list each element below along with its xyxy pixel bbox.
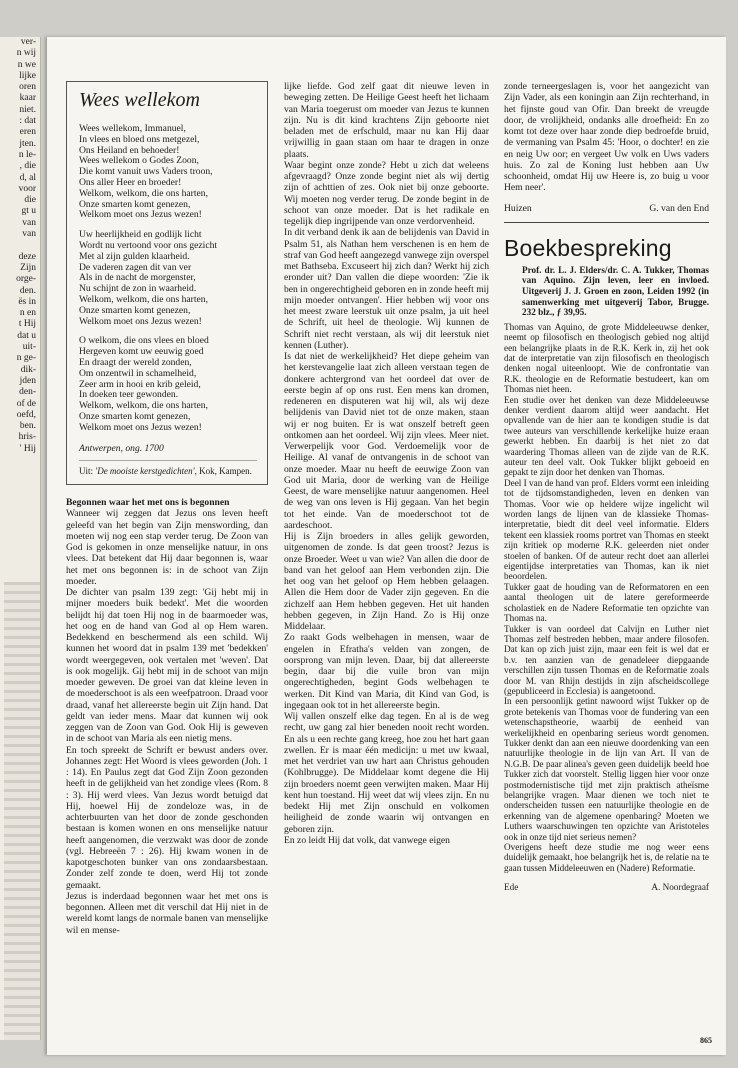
article-paragraph: Waar begint onze zonde? Hebt u zich dat weleens afgevraagd? Onze zonde begint niet als wij dertig zijn of achttien of zes. Ook niet bij onze geboorte. Wij moeten nog verder terug. De zonde begint in de schoot van onze moeder. Dat is het radikale en tegelijk diep ingrijpende van onze verdorvenheid. xyxy=(284,159,489,227)
review-paragraph: Een studie over het denken van deze Middeleeuwse denker verdient daarom altijd weer aandacht. Het opvallende van de hier aan te kondigen studie is dat twee auteurs van verschillende kerkelijke huize eraan gewerkt hebben. En daarbij is het niet zo dat waardering Thomas alleen van de zijde van de R.K. auteur ten deel valt. Ook Tukker blijkt geboeid en gepakt te zijn door het denken van Thomas. xyxy=(504,394,709,478)
article-paragraph: Jezus is inderdaad begonnen waar het met ons is begonnen. Alleen met dit verschil dat Hij niet in de wereld komt langs de normale banen van menselijke wil en mense- xyxy=(66,890,268,936)
article-paragraph: De dichter van psalm 139 zegt: 'Gij hebt mij in mijner moeders buik bedekt'. Met die woorden belijdt hij dat toen Hij nog in de baarmoeder was, het oog en de hand van God al op Hem waren. Bedekkend en beschermend als een schild. Wij kunnen het woord dat in psalm 139 met 'bedekken' wordt weergegeven, ook vertalen met 'weven'. Dat is ook mogelijk. Gij hebt mij in de schoot van mijn moeder geweven. De groei van dat kleine leven in de moederschoot is als een weefpatroon. Draad voor draad, vanaf het allereerste begin uit Zijn hand. Dat geldt van ieder mens. Maar dat kunnen wij ook zeggen van de Zoon van God. Ook Hij is geweven in de schoot van Maria als een nietig mens. xyxy=(66,587,268,745)
previous-page-fragment: ver- xyxy=(20,37,36,47)
column-2 xyxy=(284,81,489,846)
poem-line: Welkom moet ons Jezus wezen! xyxy=(79,421,202,433)
previous-page-fragment: ben. xyxy=(19,421,36,432)
poem-line: De vaderen zagen dit van ver xyxy=(79,261,192,273)
previous-page-fragment: ' Hij xyxy=(19,443,36,454)
previous-page-fragment: hris- xyxy=(18,432,36,443)
poem-line: Welkom, welkom, die ons harten, xyxy=(79,400,208,412)
previous-page-fragment: d, al xyxy=(19,172,36,183)
article-paragraph: lijke liefde. God zelf gaat dit nieuwe leven in beweging zetten. De Heilige Geest heeft het lichaam van Maria toegerust om moeder van Jezus te kunnen zijn. Nu is dit kind krachtens Zijn geboorte niet beladen met de erfschuld, maar nu kan Hij daar vrijwillig in gaan staan om haar te dragen in onze plaats. xyxy=(284,81,489,160)
poem-line: Uw heerlijkheid en godlijk licht xyxy=(79,229,202,241)
poem-line: Ons aller Heer en broeder! xyxy=(79,176,182,188)
article-paragraph: En zo leidt Hij dat volk, dat vanwege eigen xyxy=(284,834,450,846)
previous-page-fragment: n wij xyxy=(16,48,36,59)
previous-page-edge xyxy=(0,37,41,1040)
poem-line: Met al zijn gulden klaarheid. xyxy=(79,250,190,262)
article-column-1-text xyxy=(66,508,268,936)
previous-page-fragment: n ge- xyxy=(16,353,36,364)
review-paragraph: Deel I van de hand van prof. Elders vormt een inleiding tot de tijdsomstandigheden, leven en denken van Thomas. Voor wie op heldere wijze ingelicht wil worden langs de lijnen van de klassieke Thomas-interpretatie, biedt dit deel veel informatie. Elders tekent een klassiek rooms portret van Thomas en steekt zijn kritiek op moderne R.K. geleerden niet onder stoelen of banken. Of de auteur recht doet aan allerlei eigentijdse interpretaties van Thomas, kan ik niet beoordelen. xyxy=(504,477,709,582)
previous-page-image-strip xyxy=(4,582,40,1040)
review-heading: Boekbespreking xyxy=(504,234,672,261)
review-paragraph: Thomas van Aquino, de grote Middeleeuwse denker, neemt op filosofisch en theologisch gebied nog altijd een belangrijke plaats in de R.K. Kerk in, zij het ook dat de interpretatie van zijn filosofisch en theologisch denken nogal uiteenloopt. Wie de confrontatie van R.K. theologie en de Reformatie bestudeert, kan om Thomas niet heen. xyxy=(504,321,709,395)
poem-line: Als in de nacht de morgenster, xyxy=(79,272,196,284)
article-paragraph: Wij vallen onszelf elke dag tegen. En al is de weg recht, uw gang zal hier beneden nooit recht worden. En als u een rechte gang kreeg, hoe zou het hart gaan zwellen. Er is maar één medicijn: u met uw kwaal, met het verdriet van uw hart aan Christus gehouden (Kohlbrugge). De Middelaar komt degene die Hij zijn broeders noemt geen verwijten maken. Maar Hij kent hun toestand. Hij weet dat wij vlees zijn. En nu bedekt Hij met Zijn onschuld en volkomen heiligheid de zonde waarin wij ontvangen en geboren zijn. xyxy=(284,711,489,835)
previous-page-fragment: lijke xyxy=(19,70,36,81)
poem-source-title: 'De mooiste kerstgedichten' xyxy=(95,465,195,476)
review-signature-name: A. Noordegraaf xyxy=(651,882,709,893)
poem-line: Welkom, welkom, die ons harten, xyxy=(79,293,208,305)
previous-page-fragment: oefd, xyxy=(16,409,36,420)
previous-page-fragment: den. xyxy=(19,285,36,296)
poem-line: Wordt nu vertoond voor ons gezicht xyxy=(79,239,218,251)
poem-line: Wees wellekom o Godes Zoon, xyxy=(79,155,199,167)
poem-line: En draagt der wereld zonden, xyxy=(79,356,192,368)
page-number: 865 xyxy=(700,1036,712,1045)
poem-line: O welkom, die ons vlees en bloed xyxy=(79,335,209,347)
article-paragraph: En toch spreekt de Schrift er bewust anders over. Johannes zegt: Het Woord is vlees geworden (Joh. 1 : 14). En Paulus zegt dat God Zijn Zoon gezonden heeft in de gelijkheid van het zondige vlees (Rom. 8 : 3). Hij werd vlees. Van Jezus wordt betuigd dat Hij, hoewel Hij de zondeloze was, in de achterbuurten van het door de zonde geschonden bestaan is komen wonen en ons menselijke natuur heeft aangenomen, die verzwakt was door de zonde (vgl. Hebreeën 7 : 26). Hij kwam wonen in de kapotgeschoten bunker van ons zondaarsbestaan. Zonder zelf zonde te doen, werd Hij tot zonde gemaakt. xyxy=(66,744,268,891)
poem-stanza xyxy=(79,336,257,433)
previous-page-fragment: jden xyxy=(19,375,36,386)
article-signature-place: Huizen xyxy=(504,202,532,214)
review-book-info: Prof. dr. L. J. Elders/dr. C. A. Tukker, Thomas van Aquino. Zijn leven, leer en invloed. Uitgeverij J. J. Groen en zoon, Leiden 1992 (in samenwerking met uitgeverij Tabor, Brugge. 232 blz., ƒ 39,95. xyxy=(522,264,709,318)
article-paragraph: In dit verband denk ik aan de belijdenis van David in Psalm 51, als Nathan hem verschenen is en hem de straf van God heeft aangezegd vanwege zijn overspel met Bathseba. Excuseert hij zich dan? Werkt hij zich eronder uit? Dan vallen die diepe woorden: 'Zie ik ben in ongerechtigheid geboren en in zonde heeft mij mijn moeder ontvangen'. Hier hebben wij voor ons het meest zware leerstuk uit onze psalm, ja uit heel de Schrift, uit heel de theologie. Wij kunnen de Schrift niet recht verstaan, als wij dit leerstuk niet kennen (Luther). xyxy=(284,227,489,351)
poem-line: Welkom, welkom, die ons harten, xyxy=(79,187,208,199)
previous-page-fragment: dat u xyxy=(17,330,36,341)
review-paragraph: Tukker is van oordeel dat Calvijn en Luther niet Thomas zelf bestreden hebben, maar andere filosofen. Dat kan op zich juist zijn, maar een feit is wel dat er b.v. ten aanzien van de genadeleer diepgaande verschillen zijn tussen Thomas en de Reformatie zoals door M. van Rhijn destijds in zijn afscheidscollege (gepubliceerd in Ecclesia) is aangetoond. xyxy=(504,623,709,696)
previous-page-fragment: , die xyxy=(19,161,36,172)
previous-page-fragment: deze xyxy=(18,251,36,262)
review-paragraph: Overigens heeft deze studie me nog weer eens duidelijk gemaakt, hoe belangrijk het is, de relatie na te gaan tussen Middeleeuwen en (Nadere) Reformatie. xyxy=(504,842,709,873)
column-3 xyxy=(504,81,709,893)
poem-source: Uit: 'De mooiste kerstgedichten', Kok, Kampen. xyxy=(79,460,257,477)
previous-page-fragment: die xyxy=(24,195,36,206)
previous-page-fragment: van xyxy=(22,229,36,240)
review-signature-place: Ede xyxy=(504,882,519,893)
article-paragraph: Zo raakt Gods welbehagen in mensen, waar de engelen in Efratha's velden van zongen, de oorsprong van mijn leven. Daar, bij dat allereerste begin, daar bij die vuile bron van mijn ongerechtigheden, begint Gods welbehagen te werken. Dit Kind van Maria, dit Kind van God, is ingegaan ook tot in het allereerste begin. xyxy=(284,632,489,711)
previous-page-fragment: van xyxy=(22,217,36,228)
poem-line: Welkom moet ons Jezus wezen! xyxy=(79,315,202,327)
article-column-3-text xyxy=(504,81,709,194)
poem-line: In vlees en bloed ons metgezel, xyxy=(79,133,200,145)
previous-page-fragment: : dat xyxy=(19,116,36,127)
previous-page-fragment: gt u xyxy=(21,206,36,217)
magazine-page xyxy=(47,37,726,1055)
previous-page-fragment: n en xyxy=(19,308,36,319)
previous-page-fragment: oren xyxy=(19,82,36,93)
poem-line: Onze smarten komt genezen, xyxy=(79,410,191,422)
poem-line: Ons Heiland en behoeder! xyxy=(79,144,180,156)
review-paragraph: In een persoonlijk getint nawoord wijst Tukker op de grote betekenis van Thomas voor de fundering van een wetenschapstheorie, waarbij de eenheid van werkelijkheid en openbaring serieus wordt genomen. Tukker denkt dan aan een nieuwe doordenking van een natuurlijke theologie in de lijn van Art. II van de N.G.B. De paar alinea's geven geen duidelijk beeld hoe Tukker zich dat voorstelt. Stellig liggen hier voor onze postmodernistische tijd met zijn praktisch atheïsme belangrijke vragen. Maar dienen we toch niet te onderscheiden tussen een natuurlijke theologie en de erkenning van de algemene openbaring? Moeten we Luthers waarschuwingen ten opzichte van Aristoteles ook in onze tijd niet serieus nemen? xyxy=(504,696,709,842)
article-paragraph: Is dat niet de werkelijkheid? Het diepe geheim van het kerstevangelie laat zich alleen verstaan tegen de donkere achtergrond van het oordeel dat over de eerste begin af op ons rust. Een mens kan dromen, redeneren en disputeren wat hij wil, als wij deze belijdenis van David niet tot de onze maken, staan wij er nog buiten. Er is wat onszelf betreft geen ontkomen aan het oordeel. Wij zijn vlees. Meer niet. Verwerpelijk voor God. Verdoemelijk voor de Heilige. Al vanaf de ontvangenis in de schoot van onze moeder. Maar nu heeft de eeuwige Zoon van God uit Maria, door de werking van de Heilige Geest, de ware menselijke natuur aangenomen. Heel de weg van ons leven is Hij gegaan. Van het begin tot het einde. Van de moederschoot tot de aardeschoot. xyxy=(284,351,489,531)
previous-page-fragment: jten. xyxy=(19,138,36,149)
poem-line: Hergeven komt uw eeuwig goed xyxy=(79,346,204,358)
review-paragraph: Tukker gaat de houding van de Reformatoren en een aantal theologen uit de latere gereformeerde scholastiek en de Nadere Reformatie ten opzichte van Thomas na. xyxy=(504,581,709,624)
poem-line: Zeer arm in hooi en krib geleid, xyxy=(79,378,201,390)
poem-place: Antwerpen, ong. 1700 xyxy=(79,442,164,454)
poem-line: Die komt vanuit uws Vaders troon, xyxy=(79,166,213,178)
article-paragraph: Hij is Zijn broeders in alles gelijk geworden, uitgenomen de zonde. Is dat geen troost? Jezus is onze Broeder. Weet u van wie? Van allen die door de band van het geloof aan Hem verbonden zijn. Die het oog van het geloof op Hem hebben gelaagen. Allen die Hem door de Vader zijn gegeven. En die zichzelf aan Hem hebben gegeven. Het uit handen hebben gegeven, in Zijn Hand. Zo is Hij onze Middelaar. xyxy=(284,531,489,632)
section-divider xyxy=(504,222,709,223)
previous-page-fragment: t Hij xyxy=(18,319,36,330)
previous-page-fragments xyxy=(0,37,40,455)
poem-stanza xyxy=(79,124,257,221)
previous-page-fragment: of de xyxy=(16,398,36,409)
previous-page-fragment: n le- xyxy=(18,149,36,160)
review-text xyxy=(504,322,709,874)
previous-page-fragment: niet. xyxy=(19,104,36,115)
previous-page-fragment: den- xyxy=(19,387,36,398)
previous-page-fragment xyxy=(0,240,40,251)
poem-line: Welkom moet ons Jezus wezen! xyxy=(79,209,202,221)
article-subheading: Begonnen waar het met ons is begonnen xyxy=(66,497,230,509)
article-signature-name: G. van den End xyxy=(649,202,709,214)
column-1 xyxy=(66,81,268,936)
previous-page-fragment: n we xyxy=(17,59,36,70)
article-paragraph: zonde terneergeslagen is, voor het aangezicht van Zijn Vader, als een koningin aan Zijn rechterhand, in het fijnste goud van Ofir. Dan breekt de vreugde door, de vrolijkheid, ondanks alle droefheid: En zo komt tot deze over haar zonde diep bedroefde bruid, de vermaning van Psalm 45: 'Hoor, o dochter! en zie en neig Uw oor; en vergeet Uw volk en Uws vaders huis. Zo zal de Koning lust hebben aan Uw schoonheid, omdat Hij uw Heere is, zo buig u voor Hem neer'. xyxy=(504,81,709,194)
previous-page-fragment: voor xyxy=(18,183,36,194)
poem-box xyxy=(66,81,268,485)
previous-page-fragment: kaar xyxy=(19,93,36,104)
poem-stanza xyxy=(79,230,257,327)
previous-page-fragment: eren xyxy=(19,127,36,138)
previous-page-fragment: Zijn xyxy=(20,262,36,273)
poem-line: Om onzentwil in schamelheid, xyxy=(79,367,197,379)
article-signature xyxy=(504,203,709,214)
poem-stanzas xyxy=(79,124,257,434)
previous-page-fragment: orge- xyxy=(16,274,36,285)
poem-line: Onze smarten komt genezen, xyxy=(79,198,191,210)
poem-line: Wees wellekom, Immanuel, xyxy=(79,123,186,134)
previous-page-fragment: uit- xyxy=(22,342,36,353)
previous-page-fragment: ës in xyxy=(18,296,36,307)
poem-line: In doeken teer gewonden. xyxy=(79,389,179,401)
article-column-2-text xyxy=(284,81,489,846)
poem-line: Onze smarten komt genezen, xyxy=(79,304,191,316)
article-paragraph: Wanneer wij zeggen dat Jezus ons leven heeft geleefd van het begin van Zijn menswording, dan moeten wij nog een stap verder terug. De Zoon van God is gekomen in onze menselijke natuur, in ons vlees. Dat betekent dat Hij daar begonnen is, waar het met ons begonnen is: in de schoot van Zijn moeder. xyxy=(66,508,268,587)
review-signature xyxy=(504,882,709,892)
poem-title: Wees wellekom xyxy=(79,89,200,111)
previous-page-fragment: dik- xyxy=(20,364,36,375)
poem-line: Nu schijnt de zon in waarheid. xyxy=(79,283,197,295)
